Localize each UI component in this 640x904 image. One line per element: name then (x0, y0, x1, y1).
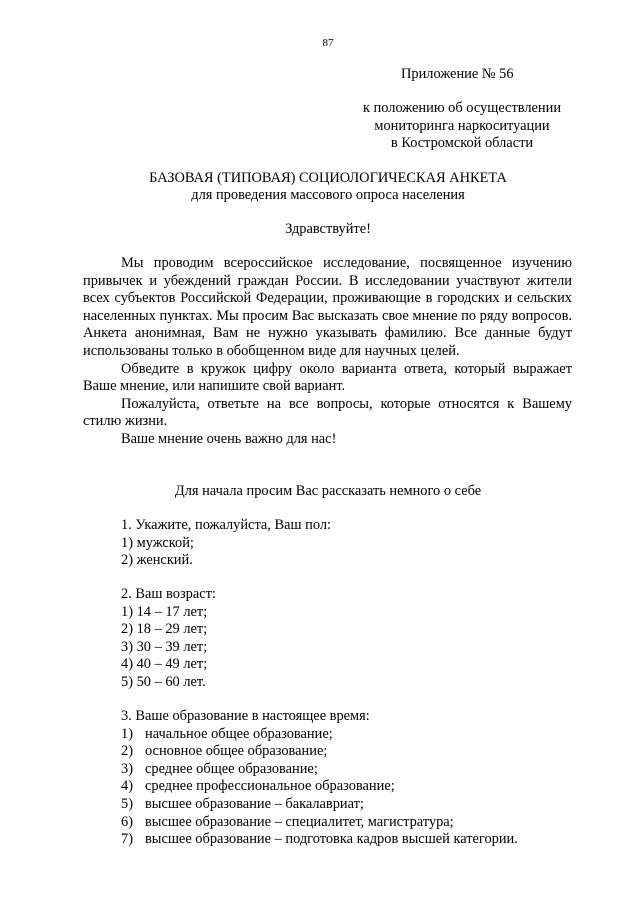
option-number: 2) (121, 743, 133, 760)
question-title: 2. Ваш возраст: (121, 586, 216, 602)
option-text: среднее профессиональное образование; (145, 778, 395, 795)
option-item[interactable] (121, 743, 581, 761)
question-gender (121, 517, 581, 570)
intro-block (83, 255, 572, 449)
appendix-line: к положению об осуществлении (362, 100, 562, 116)
appendix-subtitle (352, 100, 572, 153)
question-age (121, 586, 581, 692)
option-item[interactable] (121, 796, 581, 814)
option-item[interactable]: 5) 50 – 60 лет. (121, 673, 206, 690)
option-item[interactable]: 2) 18 – 29 лет; (121, 621, 208, 638)
question-education (121, 708, 581, 849)
intro-paragraph: Обведите в кружок цифру около варианта ответа, который выражает Ваше мнение, или напишите свой вариант. (83, 360, 572, 395)
option-text: высшее образование – подготовка кадров высшей категории. (145, 831, 518, 848)
option-number: 7) (121, 831, 133, 848)
intro-paragraph: Мы проводим всероссийское исследование, посвященное изучению привычек и убеждений граждан России. В исследовании участвуют жители всех субъектов Российской Федерации, проживающие в городских и сельских населенных пунктах. Мы просим Вас высказать свое мнение по ряду вопросов. Анкета анонимная, Вам не нужно указывать фамилию. Все данные будут использованы только в обобщенном виде для научных целей. (83, 255, 572, 359)
page-number: 87 (322, 37, 334, 49)
option-number: 4) (121, 778, 133, 795)
option-item[interactable]: 1) мужской; (121, 534, 194, 551)
option-item[interactable]: 3) 30 – 39 лет; (121, 638, 208, 655)
appendix-line: в Костромской области (390, 135, 534, 152)
section-heading: Для начала просим Вас рассказать немного о себе (174, 483, 482, 499)
option-number: 5) (121, 795, 133, 812)
option-text: высшее образование – бакалавриат; (145, 795, 364, 812)
option-item[interactable] (121, 831, 581, 849)
intro-paragraph: Пожалуйста, ответьте на все вопросы, которые относятся к Вашему стилю жизни. (83, 395, 572, 430)
document-title: БАЗОВАЯ (ТИПОВАЯ) СОЦИОЛОГИЧЕСКАЯ АНКЕТА (149, 170, 507, 186)
option-item[interactable]: 1) 14 – 17 лет; (121, 603, 208, 620)
intro-paragraph: Ваше мнение очень важно для нас! (121, 430, 337, 447)
option-text: начальное общее образование; (145, 725, 333, 742)
question-title: 3. Ваше образование в настоящее время: (121, 708, 370, 724)
option-list (121, 604, 581, 692)
option-number: 6) (121, 813, 133, 830)
option-item[interactable]: 2) женский. (121, 552, 193, 569)
option-list (121, 535, 581, 570)
appendix-title: Приложение № 56 (401, 66, 514, 82)
option-item[interactable] (121, 778, 581, 796)
option-item[interactable] (121, 814, 581, 832)
option-list (121, 726, 581, 849)
document-subtitle: для проведения массового опроса населения (191, 187, 465, 203)
option-item[interactable] (121, 726, 581, 744)
option-number: 1) (121, 725, 133, 742)
option-item[interactable] (121, 761, 581, 779)
option-text: среднее общее образование; (145, 760, 318, 777)
appendix-line: мониторинга наркоситуации (374, 117, 550, 134)
option-number: 3) (121, 760, 133, 777)
question-title: 1. Укажите, пожалуйста, Ваш пол: (121, 517, 332, 533)
greeting: Здравствуйте! (285, 221, 371, 237)
option-item[interactable]: 4) 40 – 49 лет; (121, 656, 208, 673)
option-text: основное общее образование; (145, 743, 328, 760)
option-text: высшее образование – специалитет, магистратура; (145, 813, 454, 830)
